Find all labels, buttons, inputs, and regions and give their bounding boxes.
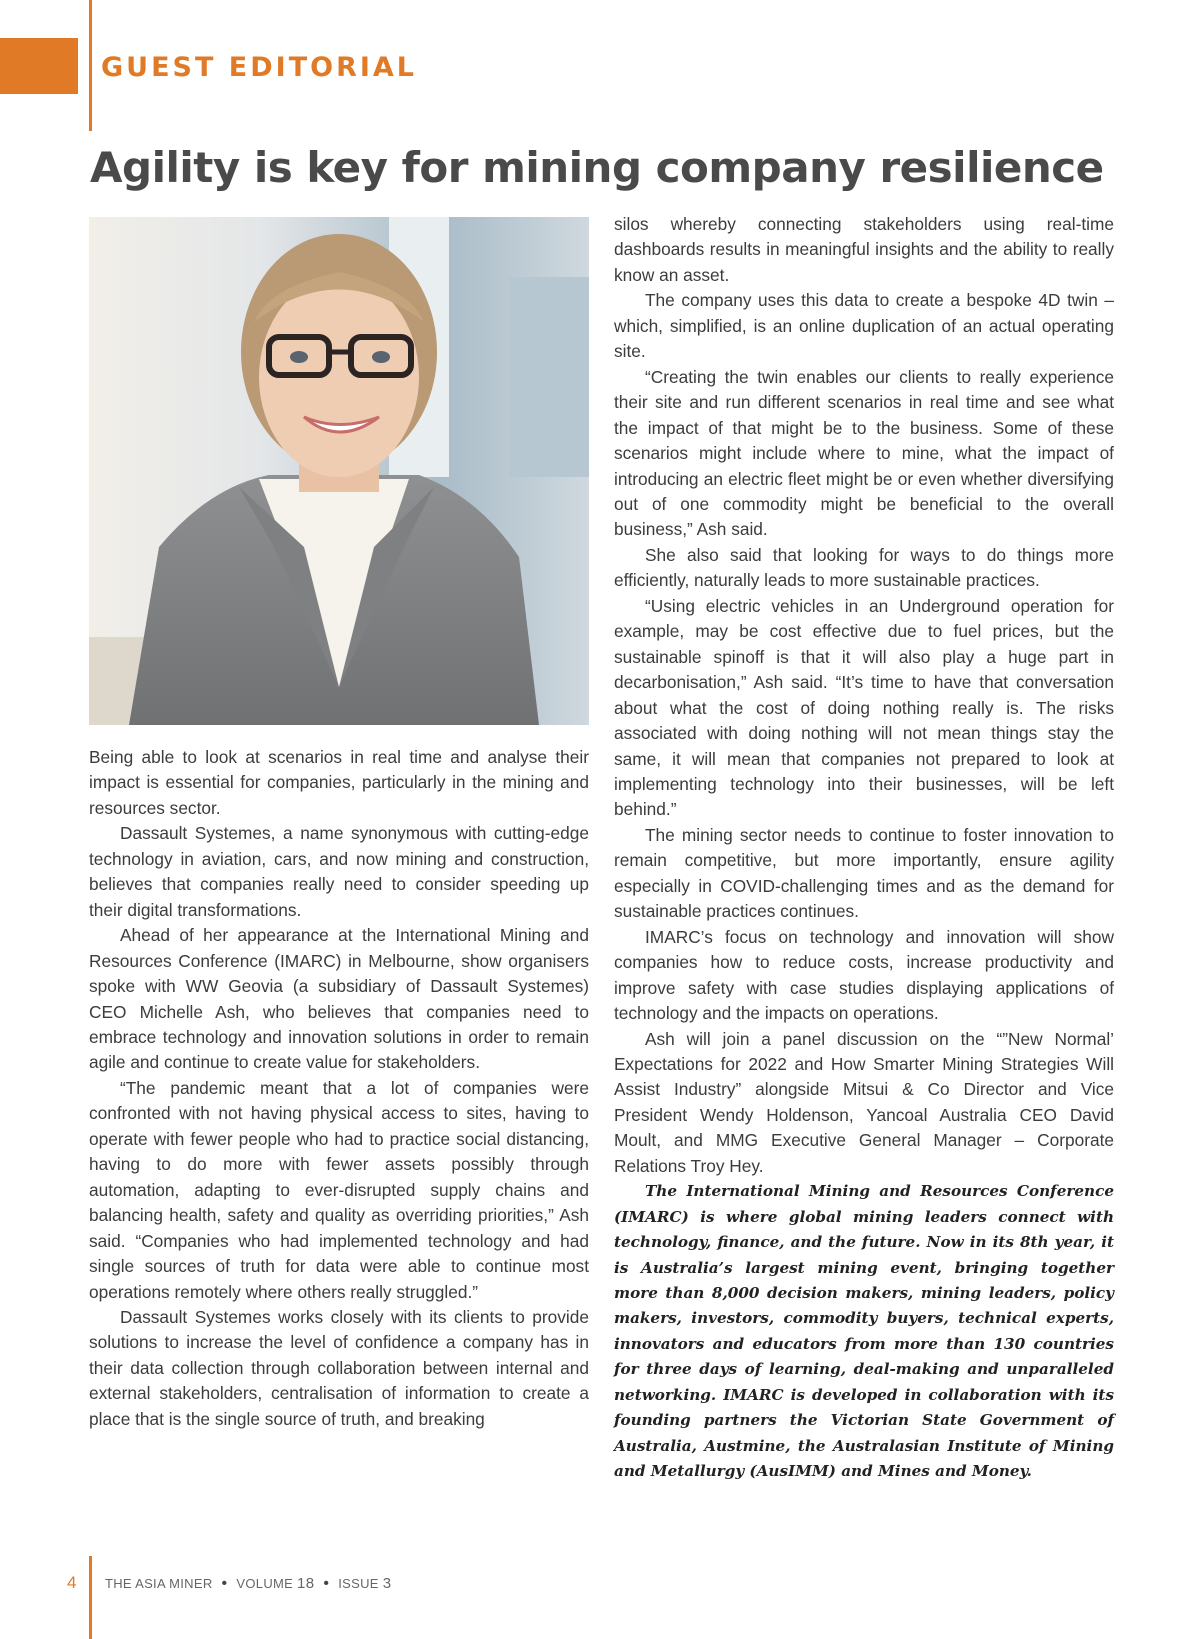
section-tab-block <box>0 38 78 94</box>
footer-publication-line <box>105 1575 391 1593</box>
bullet-separator: • <box>323 1575 330 1592</box>
page-number: 4 <box>67 1573 77 1592</box>
paragraph: silos whereby connecting stakeholders using real-time dashboards results in meaningful insights and the ability to really know an asset. <box>614 214 1114 285</box>
paragraph: Ahead of her appearance at the International Mining and Resources Conference (IMARC) in Melbourne, show organisers spoke with WW Geovia (a subsidiary of Dassault Systemes) CEO Michelle Ash, who believes that companies need to embrace technology and innovation solutions in order to remain agile and continue to create value for stakeholders. <box>89 925 589 1073</box>
volume-number: 18 <box>297 1575 315 1592</box>
paragraph: IMARC’s focus on technology and innovation will show companies how to reduce costs, increase productivity and improve safety with case studies displaying applications of technology and the impacts on operations. <box>614 926 1114 1024</box>
footer-accent-rule <box>89 1556 92 1639</box>
article-column-right <box>614 212 1114 1485</box>
paragraph: “Creating the twin enables our clients to really experience their site and run different scenarios in real time and see what the impact of that might be to the business. Some of these scenarios might include where to mine, what the impact of introducing an electric fleet might be or even whether diversifying out of one commodity might be beneficial to the overall business,” Ash said. <box>614 366 1114 540</box>
page-title: Agility is key for mining company resilience <box>90 143 1104 192</box>
issue-number: 3 <box>382 1575 392 1592</box>
paragraph: She also said that looking for ways to do things more efficiently, naturally leads to more sustainable practices. <box>614 544 1114 591</box>
section-label: GUEST EDITORIAL <box>101 52 418 83</box>
publication-name: THE ASIA MINER <box>105 1576 213 1591</box>
paragraph: “The pandemic meant that a lot of companies were confronted with not having physical access to sites, having to operate with fewer people who had to practice social distancing, having to do more with fewer assets possibly through automation, adapting to ever-disrupted supply chains and balancing health, safety and quality as overriding priorities,” Ash said. “Companies who had implemented technology and had single sources of truth for data were able to continue most operations remotely where others really struggled.” <box>89 1077 589 1302</box>
paragraph: “Using electric vehicles in an Underground operation for example, may be cost effective due to fuel prices, but the sustainable spinoff is that it will also play a huge part in decarbonisation,” Ash said. “It’s time to have that conversation about what the cost of doing nothing really is. The risks associated with doing nothing will not mean things stay the same, it will mean that companies not prepared to look at implementing technology into their businesses, will be left behind.” <box>614 595 1114 820</box>
bullet-separator: • <box>221 1575 228 1592</box>
paragraph: Being able to look at scenarios in real time and analyse their impact is essential for companies, particularly in the mining and resources sector. <box>89 747 589 818</box>
volume-label: VOLUME <box>236 1576 294 1591</box>
portrait-photo <box>89 217 589 725</box>
paragraph: The mining sector needs to continue to foster innovation to remain competitive, but more importantly, ensure agility especially in COVID-challenging times and as the demand for sustainable practices continues. <box>614 824 1114 922</box>
header-accent-rule <box>89 0 92 131</box>
article-column-left <box>89 745 589 1432</box>
paragraph: Dassault Systemes, a name synonymous with cutting-edge technology in aviation, cars, and now mining and construction, believes that companies really need to consider speeding up their digital transformations. <box>89 823 589 920</box>
issue-label: ISSUE <box>338 1576 379 1591</box>
paragraph: The company uses this data to create a bespoke 4D twin – which, simplified, is an online duplication of an actual operating site. <box>614 290 1114 362</box>
paragraph: Ash will join a panel discussion on the “”New Normal’ Expectations for 2022 and How Smarter Mining Strategies Will Assist Industry” alongside Mitsui & Co Director and Vice President Wendy Holdenson, Yancoal Australia CEO David Moult, and MMG Executive General Manager – Corporate Relations Troy Hey. <box>614 1028 1114 1176</box>
imarc-boilerplate-paragraph: The International Mining and Resources Conference (IMARC) is where global mining leaders connect with technology, finance, and the future. Now in its 8th year, it is Australia’s largest mining event, bringing together more than 8,000 decision makers, mining leaders, policy makers, investors, commodity buyers, technical experts, innovators and educators from more than 130 countries for three days of learning, deal-making and unparalleled networking. IMARC is developed in collaboration with its founding partners the Victorian State Government of Australia, Austmine, the Australasian Institute of Mining and Metallurgy (AusIMM) and Mines and Money. <box>614 1182 1114 1481</box>
paragraph: Dassault Systemes works closely with its clients to provide solutions to increase the level of confidence a company has in their data collection through collaboration between internal and external stakeholders, centralisation of information to create a place that is the single source of truth, and breaking <box>89 1306 589 1429</box>
